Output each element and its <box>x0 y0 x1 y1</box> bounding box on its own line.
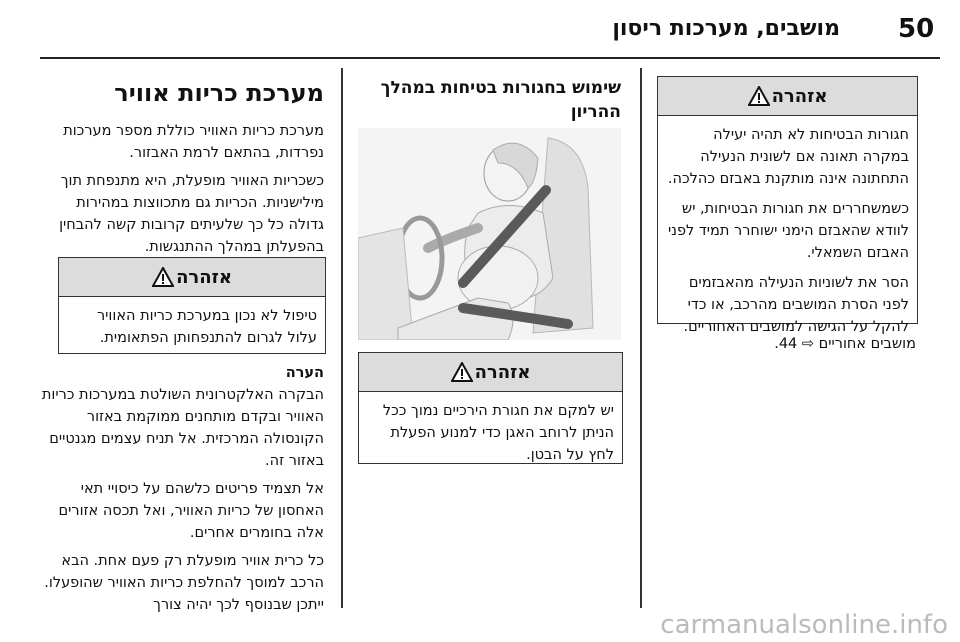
warning-header <box>359 353 622 392</box>
warning-box-airbag <box>58 257 326 354</box>
warning-box-seatbelt <box>657 76 918 335</box>
warning-paragraph: טיפול לא נכון במערכת כריות האוויר עלול לגרום להתנפחותן הפתאומית. <box>96 308 317 346</box>
warning-title: אזהרה <box>474 361 531 383</box>
page-number: 50 <box>898 14 935 44</box>
warning-paragraph: יש למקם את חגורת הירכיים נמוך ככל הניתן לרוחב האגן כדי למנוע הפעלת לחץ על הבטן. <box>382 403 614 463</box>
warning-triangle-icon <box>748 86 770 106</box>
column-divider-right <box>640 68 642 608</box>
warning-body <box>658 116 917 350</box>
airbag-intro <box>58 120 324 264</box>
section-heading-pregnancy: שימוש בחגורות בטיחות במהלך ההריון <box>380 78 621 122</box>
note-paragraph: אל תצמיד פריטים כלשהם על כיסויי תאי האחסון של כריות האוויר, ואל תכסה אזורים אלה בחומרים אחרים. <box>58 481 324 541</box>
warning-triangle-icon <box>152 267 174 287</box>
note-block <box>40 362 324 622</box>
warning-header <box>658 77 917 116</box>
cross-reference: מושבים אחוריים ⇨ 44. <box>774 336 916 352</box>
warning-paragraph: כשמשחררים את חגורות הבטיחות, יש לוודא שהאבזם הימני ישוחרר תמיד לפני האבזם השמאלי. <box>667 201 909 261</box>
section-heading-airbags: מערכת כריות אוויר <box>114 79 324 107</box>
watermark: carmanualsonline.info <box>660 610 948 640</box>
note-heading: הערה <box>285 365 324 381</box>
note-paragraph: הבקרה האלקטרונית השולטת במערכות כריות האוויר ובקדם מותחנים ממוקמת באזור הקונסולה המרכזית. אל תניח עצמים מגנטיים באזור זה. <box>41 387 324 469</box>
warning-body <box>359 392 622 478</box>
pregnant-woman-seatbelt-illustration <box>358 128 621 340</box>
warning-paragraph: חגורות הבטיחות לא תהיה יעילה במקרה תאונה אם לשונית הנעילה התחתונה אינה מותקנת באבזם כהלכה. <box>667 127 909 187</box>
body-paragraph: כשכריות האוויר מופעלת, היא מתנפחת תוך מילישניות. הכריות גם מתכווצות במהירות גדולה כל כך שלעיתים קרובות קשה להבחין בהפעלתן במהלך ההתנגשות. <box>59 173 324 255</box>
warning-header <box>59 258 325 297</box>
running-header: מושבים, מערכות ריסון <box>612 16 840 41</box>
header-rule <box>40 57 940 59</box>
column-divider-left <box>341 68 343 608</box>
warning-body <box>59 297 325 361</box>
warning-triangle-icon <box>451 362 473 382</box>
warning-title: אזהרה <box>176 266 232 288</box>
note-paragraph: כל כרית אוויר מופעלת רק פעם אחת. הבא הרכב למוסך להחלפת כריות האוויר שהופעלו. ייתכן שבנוסף לכך יהיה צורך <box>44 553 324 613</box>
warning-box-pregnancy <box>358 352 623 464</box>
body-paragraph: מערכת כריות האוויר כוללת מספר מערכות נפרדות, בהתאם לרמת האבזור. <box>63 123 324 161</box>
warning-title: אזהרה <box>771 85 828 107</box>
warning-paragraph: הסר את לשוניות הנעילה מהאבזמים לפני הסרת המושבים מהרכב, או כדי להקל על הגישה למושבים האחוריים. <box>683 275 909 335</box>
